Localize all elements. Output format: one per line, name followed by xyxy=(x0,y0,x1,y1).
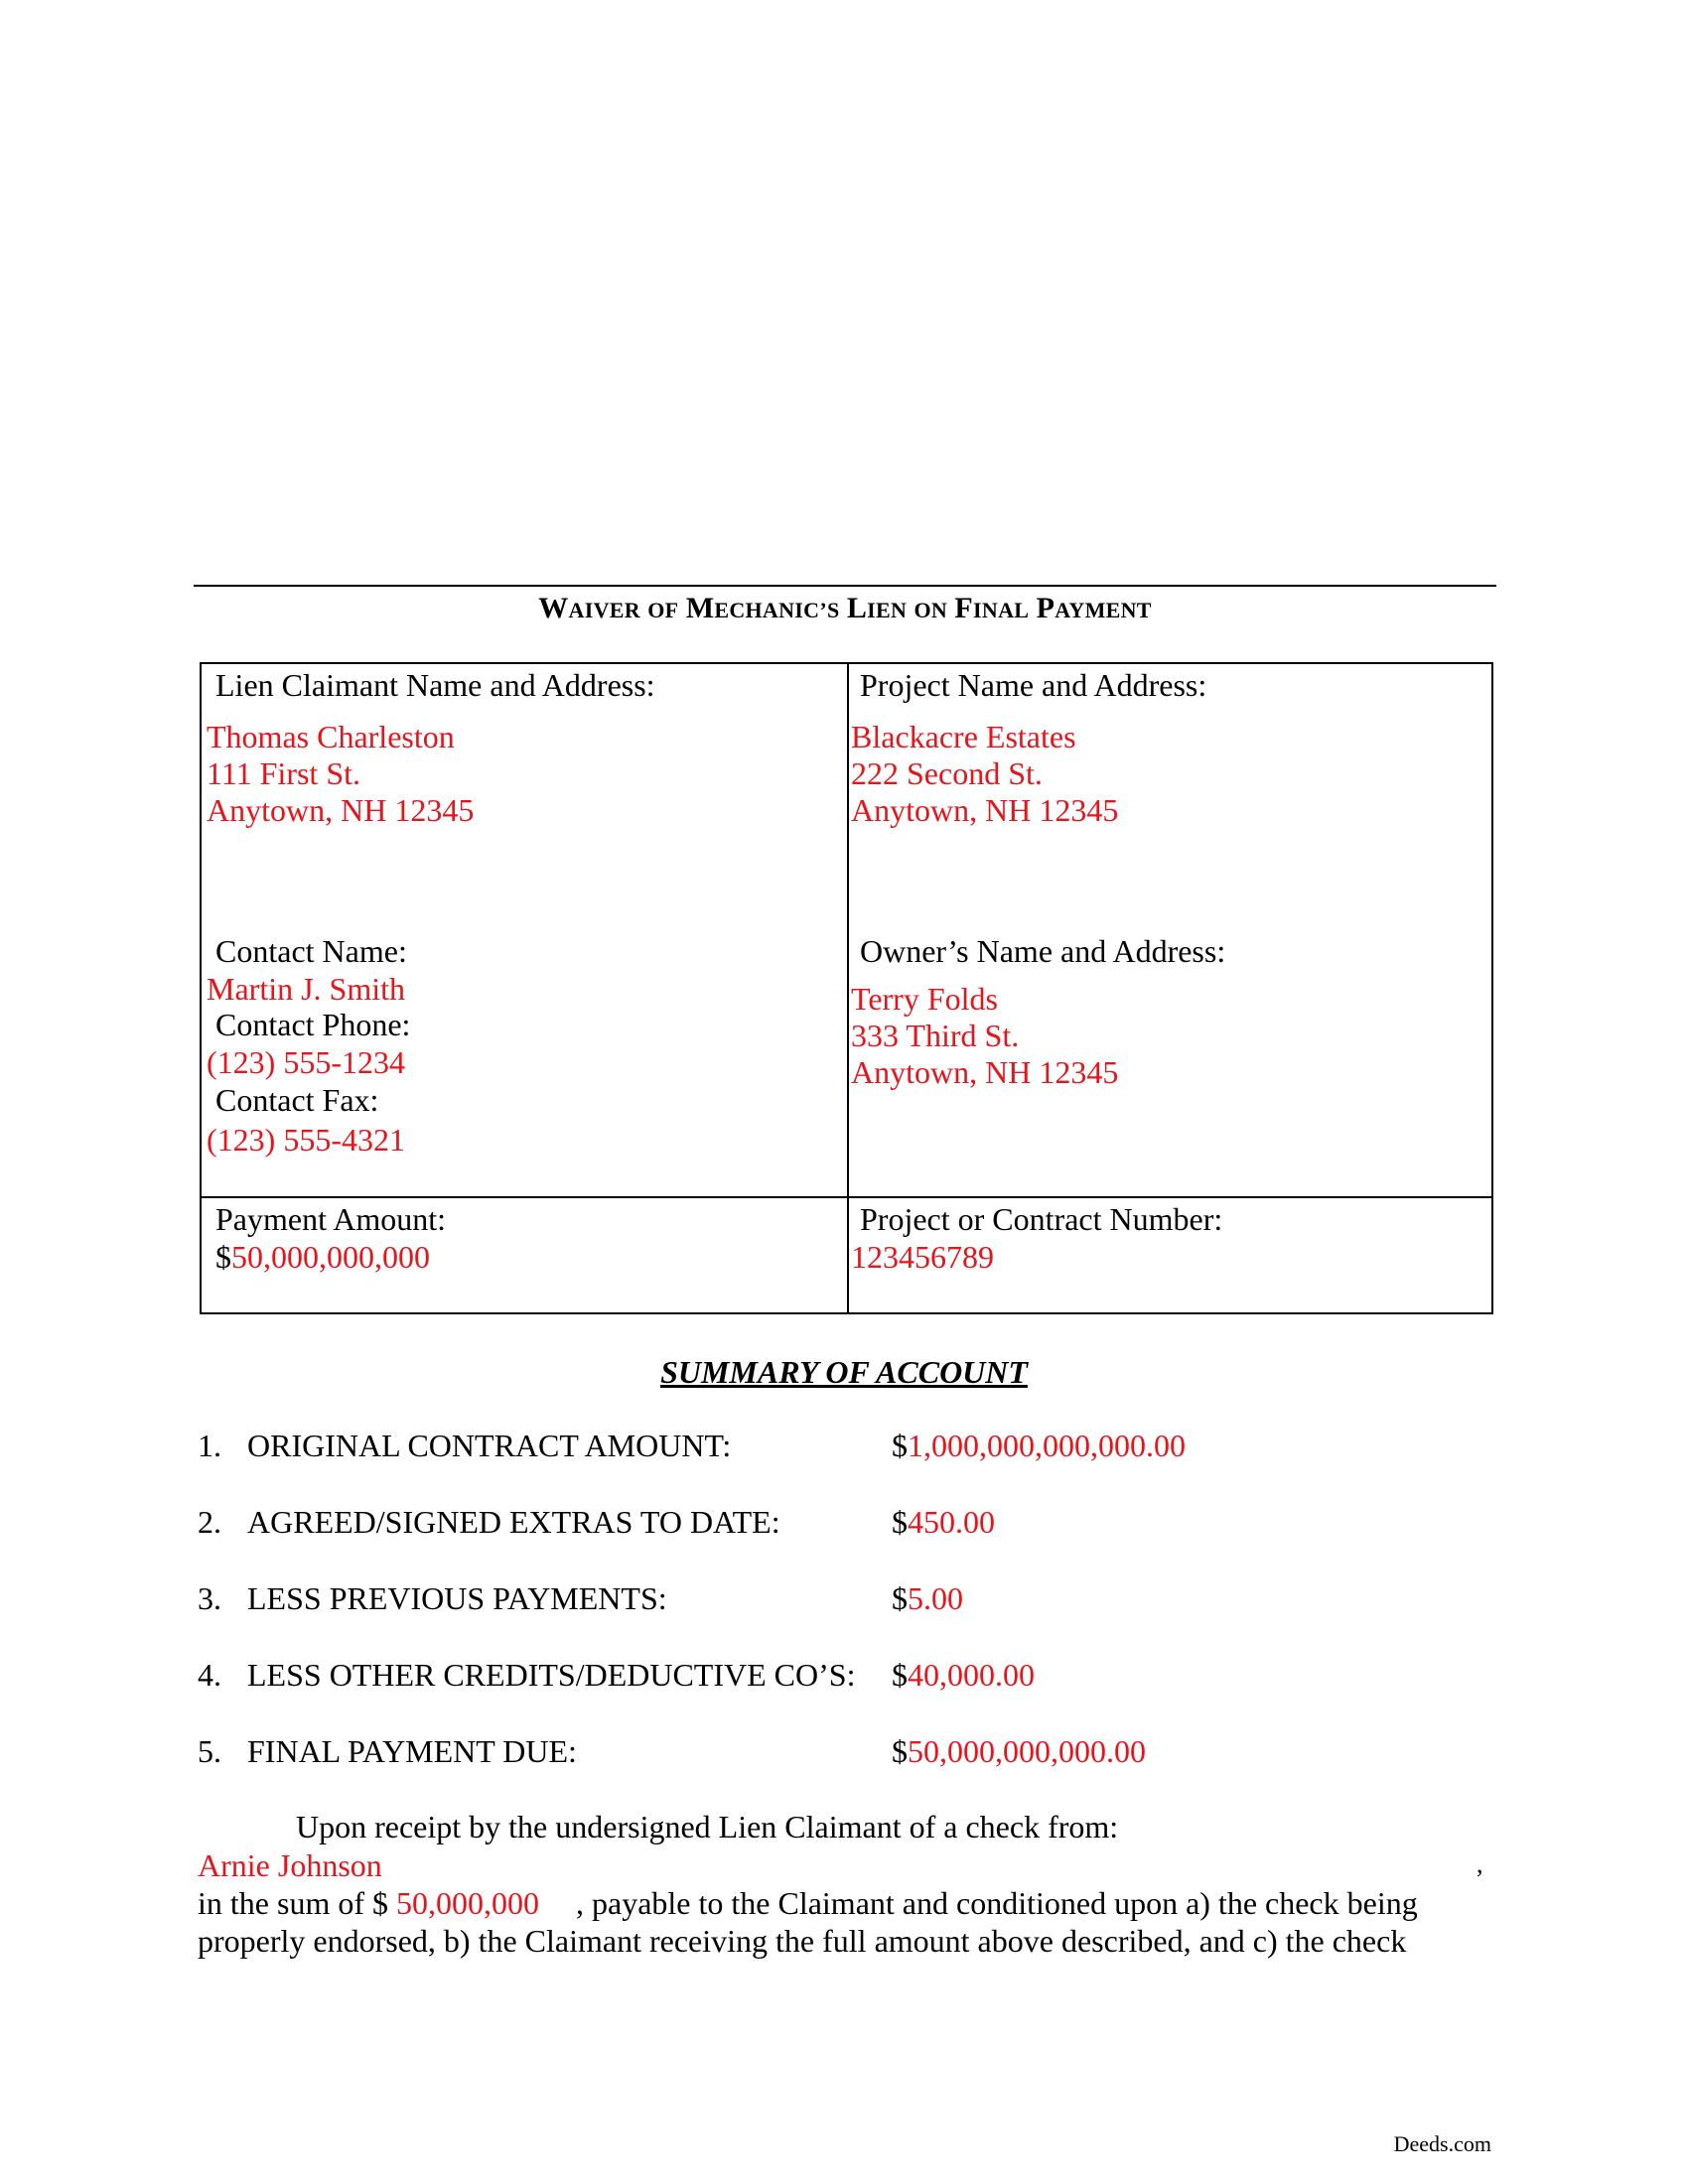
payer-comma: , xyxy=(1477,1849,1483,1878)
sum-suffix: , payable to the Claimant and conditioned upon a) the check being xyxy=(575,1885,1418,1921)
body-intro: Upon receipt by the undersigned Lien Claimant of a check from: xyxy=(296,1809,1119,1844)
contact-phone-label: Contact Phone: xyxy=(215,1007,411,1042)
contract-label: Project or Contract Number: xyxy=(860,1201,1223,1237)
payer-name: Arnie Johnson xyxy=(198,1847,382,1883)
contact-fax-label: Contact Fax: xyxy=(215,1082,379,1118)
summary-item-label: LESS OTHER CREDITS/DEDUCTIVE CO’S: xyxy=(247,1657,856,1693)
summary-item-label: ORIGINAL CONTRACT AMOUNT: xyxy=(247,1428,732,1463)
table-divider-vertical xyxy=(847,664,849,1312)
payment-amount-line xyxy=(215,1239,430,1276)
payment-amount: 50,000,000,000 xyxy=(231,1239,430,1275)
summary-item-num: 5. xyxy=(198,1733,221,1769)
body-sum-line xyxy=(198,1885,1418,1922)
summary-title: SUMMARY OF ACCOUNT xyxy=(660,1354,1028,1390)
owner-name: Terry Folds xyxy=(851,981,998,1017)
owner-city: Anytown, NH 12345 xyxy=(851,1054,1119,1090)
summary-item-label: LESS PREVIOUS PAYMENTS: xyxy=(247,1580,667,1616)
summary-item-label: AGREED/SIGNED EXTRAS TO DATE: xyxy=(247,1504,780,1540)
footer-brand: Deeds.com xyxy=(1393,2131,1491,2156)
claimant-city: Anytown, NH 12345 xyxy=(207,792,475,828)
summary-item-value: $5.00 xyxy=(892,1580,963,1616)
summary-item-label: FINAL PAYMENT DUE: xyxy=(247,1733,577,1769)
claimant-name: Thomas Charleston xyxy=(207,719,455,754)
summary-item-value: $40,000.00 xyxy=(892,1657,1035,1693)
table-divider-horizontal xyxy=(202,1196,1491,1198)
sum-amount: 50,000,000 xyxy=(395,1885,539,1921)
body-line3: properly endorsed, b) the Claimant receiving the full amount above described, and c) the check xyxy=(198,1923,1407,1959)
claimant-street: 111 First St. xyxy=(207,755,360,791)
contact-phone: (123) 555-1234 xyxy=(207,1044,405,1080)
document-title: WAIVER OF MECHANIC’S LIEN ON FINAL PAYMENT xyxy=(538,592,1152,624)
summary-item-value: $450.00 xyxy=(892,1504,995,1540)
project-name: Blackacre Estates xyxy=(851,719,1076,754)
project-street: 222 Second St. xyxy=(851,755,1043,791)
project-city: Anytown, NH 12345 xyxy=(851,792,1119,828)
claimant-label: Lien Claimant Name and Address: xyxy=(215,667,655,703)
payment-label: Payment Amount: xyxy=(215,1201,446,1237)
contact-fax: (123) 555-4321 xyxy=(207,1122,405,1158)
owner-street: 333 Third St. xyxy=(851,1018,1020,1053)
contract-number: 123456789 xyxy=(851,1239,994,1275)
top-rule xyxy=(194,585,1496,587)
summary-item-num: 3. xyxy=(198,1580,221,1616)
contact-name-label: Contact Name: xyxy=(215,933,407,969)
payment-currency: $ xyxy=(215,1239,231,1275)
summary-item-value: $1,000,000,000,000.00 xyxy=(892,1428,1186,1463)
owner-label: Owner’s Name and Address: xyxy=(860,933,1226,969)
sum-prefix: in the sum of $ xyxy=(198,1885,388,1921)
contact-name: Martin J. Smith xyxy=(207,971,406,1007)
summary-item-num: 2. xyxy=(198,1504,221,1540)
summary-item-num: 4. xyxy=(198,1657,221,1693)
summary-item-value: $50,000,000,000.00 xyxy=(892,1733,1146,1769)
info-table xyxy=(200,662,1493,1314)
summary-item-num: 1. xyxy=(198,1428,221,1463)
project-label: Project Name and Address: xyxy=(860,667,1207,703)
